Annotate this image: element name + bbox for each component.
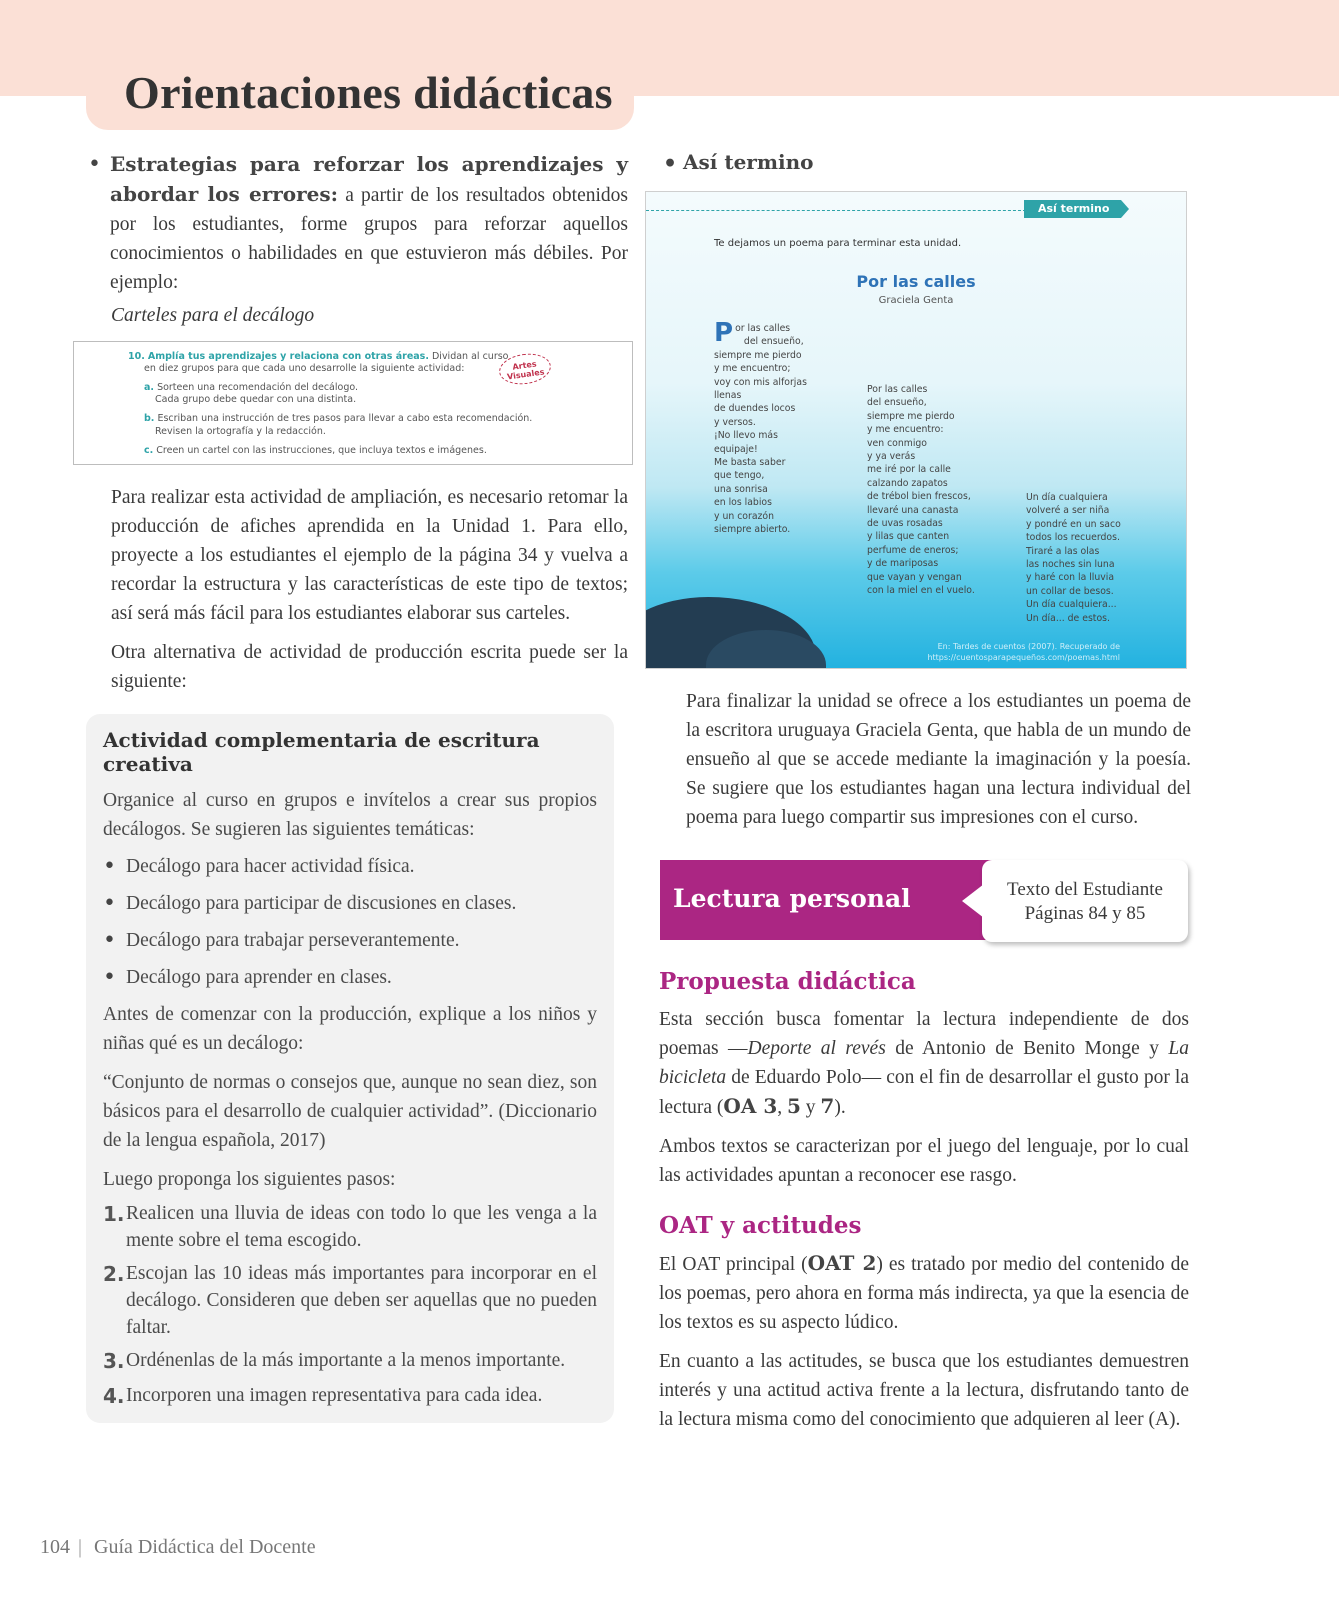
oat-block	[659, 1249, 1189, 1434]
activity-thumbnail	[73, 341, 633, 465]
dropcap: P	[714, 318, 734, 348]
artes-visuales-badge: Artes Visuales	[497, 351, 553, 388]
mini-item-b-2: Revisen la ortografía y la redacción.	[155, 426, 326, 437]
mini-heading: 10. Amplía tus aprendizajes y relaciona con otras áreas. Dividan al curso	[128, 351, 509, 362]
poem-credit-url: https://cuentosparapequeños.com/poemas.html	[927, 653, 1120, 662]
bullet-icon: •	[103, 891, 116, 916]
banner-notch	[962, 884, 984, 918]
asi-termino-heading	[663, 150, 1211, 179]
step-text: Realicen una lluvia de ideas con todo lo que les venga a la mente sobre el tema escogido.	[126, 1203, 597, 1251]
dashed-rule	[646, 210, 1026, 211]
right-column	[659, 150, 1211, 1434]
footer-label: Guía Didáctica del Docente	[94, 1536, 316, 1558]
poem-stanza-2: Por las calles del ensueño, siempre me pierdo y me encuentro: ven conmigo y ya verás me iré por la calle calzando zapatos de trébol bien frescos, llevaré una canasta de uvas rosadas y lilas que canten perfume de eneros; y de mariposas que vayan y vengan con la miel en el vuelo.	[867, 384, 975, 597]
reference-card	[982, 860, 1188, 942]
reference-pages: Páginas 84 y 85	[1024, 903, 1146, 924]
asi-termino-tag: Así termino	[1024, 200, 1121, 218]
page-title: Orientaciones didácticas	[124, 67, 613, 118]
alternative-paragraph: Otra alternativa de actividad de producción escrita puede ser la siguiente:	[111, 642, 628, 692]
poem-author: Graciela Genta	[878, 295, 954, 306]
page-footer	[40, 1536, 316, 1559]
poem-stanza-1	[714, 318, 807, 537]
mini-item-a: a. Sorteen una recomendación del decálogo.	[144, 382, 359, 393]
step-item	[103, 1200, 597, 1254]
strategy-text: a partir de los resultados obtenidos por los estudiantes, forme grupos para reforzar aquellos conocimientos o habilidades en que estuvieron más débiles. Por ejemplo:	[110, 185, 629, 293]
step-number: 1.	[103, 1202, 125, 1226]
bullet-icon: •	[103, 928, 116, 953]
box-title: Actividad complementaria de escritura creativa	[103, 728, 540, 776]
oat-paragraph: El OAT principal (OAT 2) es tratado por medio del contenido de los poemas, pero ahora en forma más indirecta, ya que la esencia de los textos es su aspecto lúdico.	[659, 1251, 1189, 1333]
mini-line: en diez grupos para que cada uno desarrolle la siguiente actividad:	[144, 363, 465, 374]
propuesta-block	[659, 1005, 1189, 1190]
oat-paragraph-2: En cuanto a las actitudes, se busca que los estudiantes demuestren interés y una actitud activa frente a la lectura, disfrutando tanto de la lectura misma como del conocimiento que adquieren al leer (A).	[659, 1351, 1189, 1430]
strategy-heading: Estrategias para reforzar los aprendizajes y abordar los errores:	[110, 152, 628, 206]
lectura-personal-banner	[660, 860, 1190, 942]
stanza-text: siempre me pierdo y me encuentro; voy con mis alforjas llenas de duendes locos y versos. ¡No llevo más equipaje! Me basta saber que tengo, una sonrisa en los labios y un corazón siempre abierto.	[714, 349, 807, 536]
bullet-icon: •	[103, 854, 116, 879]
poem-credit: En: Tardes de cuentos (2007). Recuperado de	[937, 642, 1120, 651]
list-item	[103, 889, 597, 918]
propuesta-paragraph: Esta sección busca fomentar la lectura independiente de dos poemas —Deporte al revés de Antonio de Benito Monge y La bicicleta de Eduardo Polo— con el fin de desarrollar el gusto por la lectura (OA 3, 5 y 7).	[659, 1009, 1189, 1118]
step-number: 2.	[103, 1262, 125, 1286]
list-item	[103, 963, 597, 992]
list-item-text: Decálogo para hacer actividad física.	[126, 856, 415, 877]
poem-title: Por las calles	[856, 272, 976, 291]
step-item	[103, 1347, 597, 1376]
strategy-bullet	[88, 150, 628, 297]
step-text: Incorporen una imagen representativa para cada idea.	[126, 1385, 543, 1406]
step-text: Ordénenlas de la más importante a la menos importante.	[126, 1350, 566, 1371]
left-column	[88, 150, 628, 1423]
list-item	[103, 926, 597, 955]
mini-item-b: b. Escriban una instrucción de tres pasos para llevar a cabo esta recomendación.	[144, 413, 533, 424]
mini-item-a-2: Cada grupo debe quedar con una distinta.	[155, 394, 357, 405]
bullet-icon: •	[88, 152, 101, 177]
extension-paragraph: Para realizar esta actividad de ampliación, es necesario retomar la producción de afiches aprendida en la Unidad 1. Para ello, proyecte a los estudiantes el ejemplo de la página 34 y vuelva a recordar la estructura y las características de este tipo de textos; así será más fácil para los estudiantes elaborar sus carteles.	[111, 487, 628, 624]
strategy-paragraph	[110, 150, 628, 297]
box-intro: Organice al curso en grupos e invítelos a crear sus propios decálogos. Se sugieren las siguientes temáticas:	[103, 790, 597, 840]
poem-stanza-3: Un día cualquiera volveré a ser niña y pondré en un saco todos los recuerdos. Tiraré a las olas las noches sin luna y haré con la lluvia un collar de besos. Un día cualquiera... Un día... de estos.	[1026, 492, 1121, 624]
step-text: Escojan las 10 ideas más importantes para incorporar en el decálogo. Consideren que deben ser aquellas que no pueden faltar.	[126, 1263, 597, 1338]
page-number: 104	[40, 1536, 70, 1558]
oat-heading: OAT y actitudes	[659, 1212, 862, 1239]
complementary-activity-box	[86, 714, 614, 1423]
footer-separator: |	[78, 1536, 83, 1558]
bullet-icon: •	[103, 965, 116, 990]
propuesta-paragraph-2: Ambos textos se caracterizan por el juego del lenguaje, por lo cual las actividades apuntan a reconocer ese rasgo.	[659, 1136, 1189, 1186]
bullet-icon: •	[663, 151, 678, 177]
example-title: Carteles para el decálogo	[111, 305, 315, 326]
section-heading: Así termino	[683, 150, 814, 174]
step-number: 3.	[103, 1349, 125, 1373]
list-item-text: Decálogo para aprender en clases.	[126, 967, 392, 988]
poem-paragraph: Para finalizar la unidad se ofrece a los estudiantes un poema de la escritora uruguaya Graciela Genta, que habla de un mundo de ensueño al que se accede mediante la imaginación y la poesía. Se sugiere que los estudiantes hagan una lectura individual del poema para luego compartir sus impresiones con el curso.	[686, 691, 1191, 828]
propuesta-heading: Propuesta didáctica	[659, 968, 916, 995]
step-number: 4.	[103, 1384, 125, 1408]
mini-item-c: c. Creen un cartel con las instrucciones, que incluya textos e imágenes.	[144, 445, 487, 456]
poem-image	[645, 191, 1187, 669]
stanza-line: or las calles del ensueño,	[735, 323, 804, 348]
box-before: Antes de comenzar con la producción, explique a los niños y niñas qué es un decálogo:	[103, 1004, 597, 1054]
list-item-text: Decálogo para trabajar perseverantemente.	[126, 930, 460, 951]
reference-line: Texto del Estudiante	[1007, 879, 1163, 900]
box-quote: “Conjunto de normas o consejos que, aunque no sean diez, son básicos para el desarrollo de cualquier actividad”. (Diccionario de la lengua española, 2017)	[103, 1072, 597, 1151]
banner-title: Lectura personal	[673, 884, 911, 913]
step-item	[103, 1260, 597, 1341]
box-then: Luego proponga los siguientes pasos:	[103, 1169, 396, 1190]
step-item	[103, 1382, 597, 1411]
list-item-text: Decálogo para participar de discusiones en clases.	[126, 893, 517, 914]
list-item	[103, 852, 597, 881]
poem-intro: Te dejamos un poema para terminar esta unidad.	[714, 238, 962, 249]
